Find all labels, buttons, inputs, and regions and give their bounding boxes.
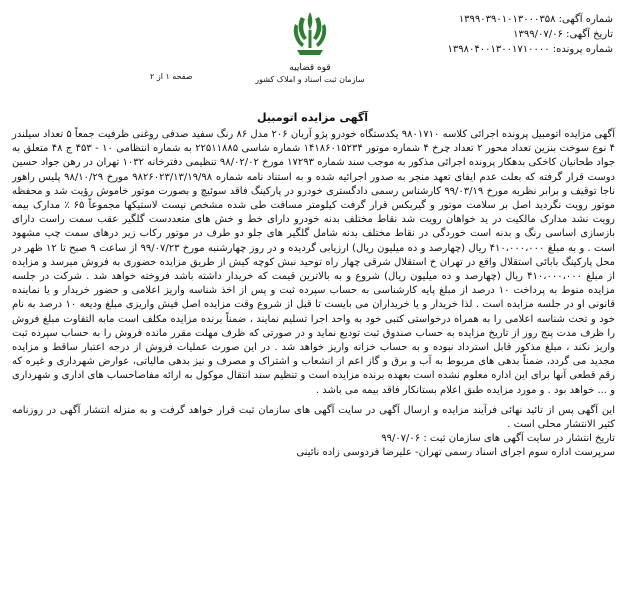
emblem-icon: [287, 8, 333, 60]
org-name: قوه قضاییه: [289, 63, 331, 73]
notice-metadata: [353, 12, 613, 57]
publish-date: تاریخ انتشار در سایت آگهی های سازمان ثبت : ۹۹/۰۷/۰۶: [381, 433, 615, 445]
notice-date: تاریخ آگهی: ۱۳۹۹/۰۷/۰۶: [513, 29, 613, 40]
body-paragraph: آگهی مزایده اتومبیل پرونده اجرائی کلاسه ۹۸۰۱۷۱۰ یکدستگاه خودرو پژو آریان ۲۰۶ مدل ۸۶ رنگ سفید صدفی روغنی ظرفیت جمعاً ۵ تعداد سیلندر ۴ نوع سوخت بنزین تعداد محور ۲ تعداد چرخ ۴ شماره موتور ۱۴۱۸۶۰۱۵۲۳۴ شماره شاسی ۲۲۵۱۱۸۸۵ به شماره انتظامی ۱۰ - ۴۵۳ ج ۴۸ متعلق به جواد طحانیان کاخکی بدهکار پرونده اجرائی مذکور به موجب سند شماره ۱۷۲۹۳ مورخ ۹۸/۰۲/۰۲ تنظیمی دفترخانه ۱۰۳۲ تهران در رهن جواد حسین دوست قرار گرفته که بعلت عدم ایفای تعهد منجر به صدور اجرائیه شده و به استناد نامه شماره ۹۸۲۶۰۲۳/۱۳/۱۹/۹۸ مورخ ۹۸/۱۰/۲۹ پلیس راهور ناجا توقیف و برابر نظریه مورخ ۹۹/۰۳/۱۹ کارشناس رسمی دادگستری خودرو در پارکینگ فاقد سوئیچ و بصورت موتور خاموش رؤیت شد و محفظه موتور رویت نگردید اصل بر سلامت موتور و گیربکس قرار گرفت کیلومتر مسافت طی شده مشخص نیست لاستیکها مجموعاً ۶۵ ٪ مدارک بیمه رویت نشد مدارک مالکیت در ید خواهان رویت شد نقاط مختلف بدنه خودرو دارای خط و خش های متعددست گلگیر عقب سمت راست دارای بازسازی اساسی رنگ و بدنه است خوردگی در نقاط مختلف بدنه شامل گلگیر های جلو دو طرف در موتور رکاب زیر درهای سمت چپ مشهود است . و به مبلغ ۴۱۰،۰۰۰،۰۰۰ ریال (چهارصد و ده میلیون ریال) ارزیابی گردیده و در روز چهارشنبه مورخ ۹۹/۰۷/۲۳ از ساعت ۹ صبح تا ۱۲ ظهر در محل پارکینگ بابائی استقلال واقع در تهران خ استقلال شرقی چهار راه توحید نبش کوچه کیش از طریق مزایده حضوری به فروش میرسد و مزایده از مبلغ ۴۱۰،۰۰۰،۰۰۰ ریال (چهارصد و ده میلیون ریال) شروع و به بالاترین قیمت که خریدار داشته باشد فروخته خواهد شد . شرکت در جلسه مزایده منوط به پرداخت ۱۰ درصد از مبلغ پایه کارشناسی به حساب سپرده ثبت و پس از اخذ شناسه واریز اعلامی و حضور خریدار و یا نماینده قانونی او در جلسه مزایده است . لذا خریدار و یا خریداران می بایست تا قبل از شروع وقت مزایده اصل فیش واریزی مبلغ ودیعه ۱۰ درصد به نام خود و تحت شناسه اعلامی را به همراه درخواستی کتبی خود به واحد اجرا تسلیم نمایند ، ضمناً برنده مزایده مکلف است مابه التفاوت مبلغ فروش را ظرف مدت پنج روز از تاریخ مزایده به حساب صندوق ثبت تودیع نماید و در صورتی که ظرف مهلت مقرر مانده فروش را به حساب سپرده ثبت واریز نکند ، مبلغ مذکور قابل استرداد نبوده و به حساب خزانه واریز خواهد شد . در این صورت عملیات فروش از درجه اعتبار ساقط و مزایده مجدید می گردد، ضمناً بدهی های مربوط به آب و برق و گاز اعم از انشعاب و اشتراک و مصرف و نیز بدهی مالیاتی، عوارض شهرداری و غیره که رقم قطعی آنها برای این اداره معلوم نشده است بعهده برنده مزایده است و تنظیم سند انتقال موکول به ارائه مفاصاحساب های اداری و شهرداری و ... خواهد بود . و مورد مزایده طبق اعلام بستانکار فاقد بیمه می باشد .: [12, 129, 616, 396]
closing-paragraph: این آگهی پس از تائید نهائی فرآیند مزایده و ارسال آگهی در سایت آگهی های سازمان ثبت قرار خواهد گرفت و به منزله انتشار آگهی در روزنامه کثیر الانتشار محلی است .: [12, 404, 615, 431]
page-title: آگهی مزایده اتومبیل: [256, 111, 369, 124]
case-number: شماره پرونده: ۱۳۹۸۰۴۰۰۱۳۰۰۱۷۱۰۰۰۰: [447, 44, 613, 55]
judiciary-emblem: [255, 8, 365, 85]
notice-number: شماره آگهی: ۱۳۹۹۰۳۹۰۱۰۱۳۰۰۰۳۵۸: [458, 14, 613, 25]
org-subtitle: سازمان ثبت اسناد و املاک کشور: [255, 75, 365, 84]
notice-body: [12, 128, 615, 461]
signature-line: سرپرست اداره سوم اجرای اسناد رسمی تهران- علیرضا فردوسی زاده نائینی: [296, 447, 615, 459]
page-indicator: صفحه ۱ از ۲: [150, 72, 193, 81]
